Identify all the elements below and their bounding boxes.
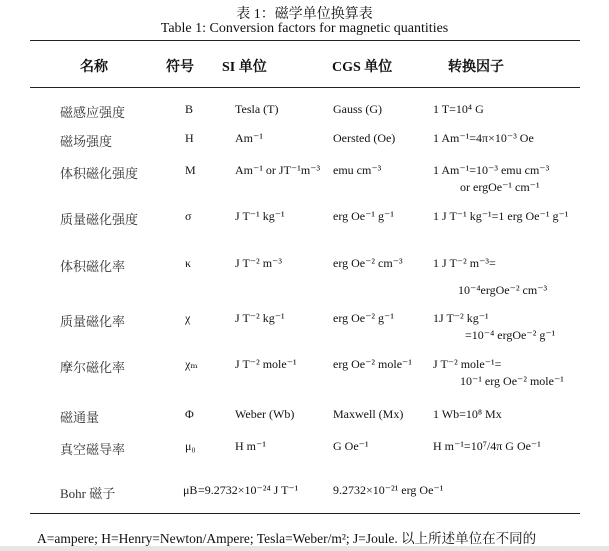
- row-name: 体积磁化强度: [60, 166, 139, 181]
- row-name: Bohr 磁子: [60, 486, 116, 501]
- row-symbol: Φ: [185, 407, 194, 421]
- row-symbol: κ: [185, 256, 192, 270]
- row-cgs-unit: G Oe⁻¹: [333, 439, 369, 453]
- row-cgs-unit: Maxwell (Mx): [333, 407, 404, 421]
- bottom-rule: [30, 513, 580, 514]
- row-conversion: H m⁻¹=10⁷/4π G Oe⁻¹: [433, 439, 541, 453]
- row-conversion: 1 T=10⁴ G: [433, 102, 484, 116]
- header-si-unit: SI 单位: [222, 60, 267, 75]
- row-name: 磁通量: [60, 410, 100, 425]
- header-rule: [30, 87, 580, 88]
- row-symbol: χ: [185, 311, 191, 325]
- row-conversion: 1 Wb=10⁸ Mx: [433, 407, 502, 421]
- row-conversion: 1 Am⁻¹=10⁻³ emu cm⁻³: [433, 163, 550, 177]
- row-symbol: μB: [183, 483, 198, 497]
- row-name: 磁场强度: [60, 134, 113, 149]
- row-name: 真空磁导率: [60, 442, 126, 457]
- row-si-unit: J T⁻² mole⁻¹: [235, 357, 297, 371]
- row-cgs-unit: emu cm⁻³: [333, 163, 382, 177]
- row-conversion: or ergOe⁻¹ cm⁻¹: [460, 180, 540, 194]
- header-cgs-unit: CGS 单位: [332, 60, 393, 75]
- row-si-unit: Am⁻¹: [235, 131, 263, 145]
- row-conversion: 10⁻⁴ergOe⁻² cm⁻³: [458, 283, 548, 297]
- row-cgs-unit: Gauss (G): [333, 102, 382, 116]
- header-symbol: 符号: [166, 60, 194, 75]
- row-si-unit: Tesla (T): [235, 102, 279, 116]
- footnote: A=ampere; H=Henry=Newton/Ampere; Tesla=Weber/m²; J=Joule. 以上所述单位在不同的: [37, 531, 537, 546]
- row-conversion: 1 Am⁻¹=4π×10⁻³ Oe: [433, 131, 534, 145]
- caption-english: Table 1: Conversion factors for magnetic quantities: [160, 21, 449, 36]
- row-name: 质量磁化强度: [60, 212, 139, 227]
- row-si-unit: =9.2732×10⁻²⁴ J T⁻¹: [198, 483, 299, 497]
- row-si-unit: J T⁻¹ kg⁻¹: [235, 209, 285, 223]
- row-cgs-unit: erg Oe⁻² mole⁻¹: [333, 357, 412, 371]
- row-name: 摩尔磁化率: [60, 360, 126, 375]
- header-conversion: 转换因子: [448, 60, 504, 75]
- row-si-unit: J T⁻² m⁻³: [235, 256, 282, 270]
- bottom-strip: [0, 546, 609, 551]
- row-symbol: χₘ: [185, 357, 198, 371]
- row-name: 质量磁化率: [60, 314, 126, 329]
- row-conversion: 1 J T⁻² m⁻³=: [433, 256, 496, 270]
- row-name: 体积磁化率: [60, 259, 126, 274]
- row-si-unit: Am⁻¹ or JT⁻¹m⁻³: [235, 163, 321, 177]
- row-name: 磁感应强度: [60, 105, 126, 120]
- row-symbol: H: [185, 131, 194, 145]
- row-conversion: 1J T⁻² kg⁻¹: [433, 311, 489, 325]
- row-conversion: =10⁻⁴ ergOe⁻² g⁻¹: [465, 328, 556, 342]
- row-conversion: J T⁻² mole⁻¹=: [433, 357, 502, 371]
- row-cgs-unit: erg Oe⁻² g⁻¹: [333, 311, 394, 325]
- row-symbol: μ₀: [185, 439, 196, 453]
- row-cgs-unit: Oersted (Oe): [333, 131, 396, 145]
- row-si-unit: Weber (Wb): [235, 407, 295, 421]
- row-symbol: σ: [185, 209, 192, 223]
- row-cgs-unit: erg Oe⁻¹ g⁻¹: [333, 209, 394, 223]
- row-si-unit: H m⁻¹: [235, 439, 266, 453]
- top-rule: [30, 40, 580, 41]
- row-conversion: 1 J T⁻¹ kg⁻¹=1 erg Oe⁻¹ g⁻¹: [433, 209, 569, 223]
- header-name: 名称: [80, 60, 108, 75]
- row-conversion: 10⁻¹ erg Oe⁻² mole⁻¹: [460, 374, 564, 388]
- row-symbol: M: [185, 163, 196, 177]
- row-cgs-unit: erg Oe⁻² cm⁻³: [333, 256, 403, 270]
- row-cgs-unit: 9.2732×10⁻²¹ erg Oe⁻¹: [333, 483, 444, 497]
- row-si-unit: J T⁻² kg⁻¹: [235, 311, 285, 325]
- row-symbol: B: [185, 102, 194, 116]
- caption-chinese: 表 1：磁学单位换算表: [236, 7, 373, 22]
